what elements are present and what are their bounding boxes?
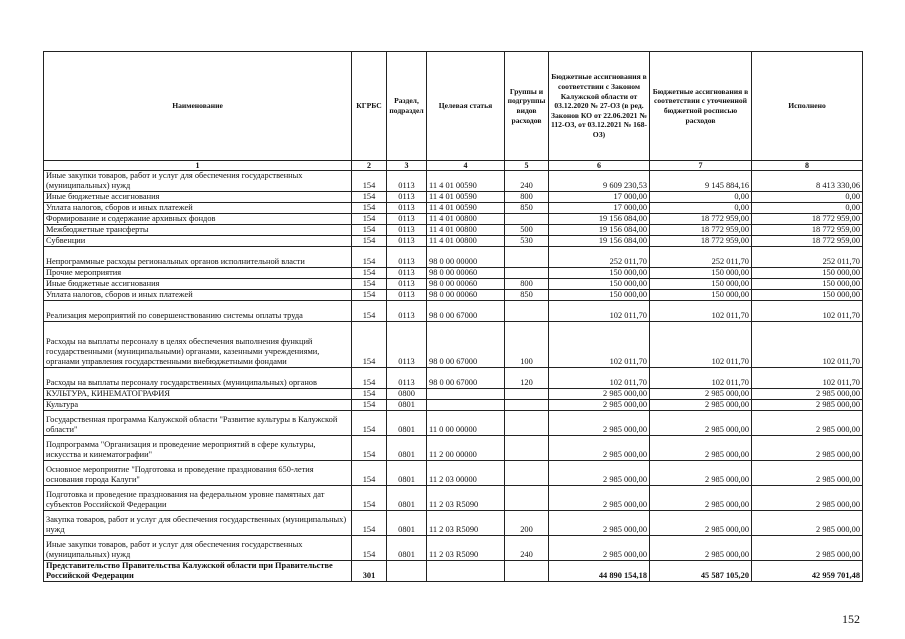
row-group: 800 (505, 279, 549, 290)
row-executed-amount: 150 000,00 (752, 290, 863, 301)
row-group: 850 (505, 290, 549, 301)
row-target: 11 4 01 00800 (427, 225, 505, 236)
row-group: 850 (505, 203, 549, 214)
row-group: 500 (505, 225, 549, 236)
table-row (44, 536, 863, 561)
header-section: Раздел, подраздел (387, 52, 427, 161)
row-group: 200 (505, 511, 549, 536)
row-executed-amount: 18 772 959,00 (752, 225, 863, 236)
row-refined-amount: 2 985 000,00 (650, 389, 752, 400)
row-refined-amount: 2 985 000,00 (650, 436, 752, 461)
row-kgrbs: 154 (352, 436, 387, 461)
row-refined-amount: 2 985 000,00 (650, 400, 752, 411)
row-law-amount: 2 985 000,00 (549, 389, 650, 400)
row-executed-amount: 2 985 000,00 (752, 389, 863, 400)
table-row (44, 486, 863, 511)
row-refined-amount: 252 011,70 (650, 247, 752, 268)
row-name: КУЛЬТУРА, КИНЕМАТОГРАФИЯ (44, 389, 352, 400)
row-target: 11 2 03 R5090 (427, 511, 505, 536)
column-number: 8 (752, 161, 863, 171)
table-row (44, 192, 863, 203)
row-refined-amount: 150 000,00 (650, 290, 752, 301)
header-law-assignments: Бюджетные ассигнования в соответствии с Законом Калужской области от 03.12.2020 № 27-ОЗ (в ред. Законов КО от 22.06.2021 № 112-ОЗ, от 03.12.2021 № 168-ОЗ) (549, 52, 650, 161)
row-name: Межбюджетные трансферты (44, 225, 352, 236)
row-refined-amount: 2 985 000,00 (650, 486, 752, 511)
row-refined-amount: 2 985 000,00 (650, 411, 752, 436)
row-section: 0801 (387, 536, 427, 561)
row-law-amount: 2 985 000,00 (549, 486, 650, 511)
row-refined-amount: 9 145 884,16 (650, 171, 752, 192)
row-kgrbs: 154 (352, 322, 387, 368)
row-name: Закупка товаров, работ и услуг для обеспечения государственных (муниципальных) нужд (44, 511, 352, 536)
row-executed-amount: 18 772 959,00 (752, 214, 863, 225)
row-refined-amount: 2 985 000,00 (650, 461, 752, 486)
row-law-amount: 102 011,70 (549, 322, 650, 368)
column-number: 3 (387, 161, 427, 171)
row-kgrbs: 154 (352, 171, 387, 192)
row-section: 0801 (387, 461, 427, 486)
row-group (505, 461, 549, 486)
row-group: 240 (505, 536, 549, 561)
row-executed-amount: 0,00 (752, 192, 863, 203)
row-kgrbs: 154 (352, 247, 387, 268)
row-target: 11 4 01 00590 (427, 203, 505, 214)
row-kgrbs: 154 (352, 368, 387, 389)
row-executed-amount: 252 011,70 (752, 247, 863, 268)
budget-table (43, 51, 863, 582)
row-target: 98 0 00 67000 (427, 301, 505, 322)
row-name: Прочие мероприятия (44, 268, 352, 279)
row-name: Иные бюджетные ассигнования (44, 192, 352, 203)
row-name: Подпрограмма "Организация и проведение мероприятий в сфере культуры, искусства и кинематографии" (44, 436, 352, 461)
row-executed-amount: 150 000,00 (752, 279, 863, 290)
row-section: 0113 (387, 268, 427, 279)
row-kgrbs: 154 (352, 411, 387, 436)
row-refined-amount: 0,00 (650, 192, 752, 203)
row-target: 98 0 00 67000 (427, 322, 505, 368)
table-row (44, 461, 863, 486)
row-refined-amount: 102 011,70 (650, 322, 752, 368)
row-kgrbs: 154 (352, 279, 387, 290)
row-section: 0113 (387, 368, 427, 389)
row-law-amount: 252 011,70 (549, 247, 650, 268)
row-target: 11 4 01 00800 (427, 214, 505, 225)
table-row (44, 411, 863, 436)
row-executed-amount: 18 772 959,00 (752, 236, 863, 247)
row-executed-amount: 0,00 (752, 203, 863, 214)
page-number: 152 (842, 612, 860, 626)
row-name: Формирование и содержание архивных фондов (44, 214, 352, 225)
row-executed-amount: 2 985 000,00 (752, 400, 863, 411)
row-law-amount: 17 000,00 (549, 192, 650, 203)
row-name: Уплата налогов, сборов и иных платежей (44, 290, 352, 301)
row-law-amount: 2 985 000,00 (549, 400, 650, 411)
row-law-amount: 2 985 000,00 (549, 536, 650, 561)
table-row (44, 322, 863, 368)
row-target: 98 0 00 00000 (427, 247, 505, 268)
table-row (44, 561, 863, 582)
row-executed-amount: 102 011,70 (752, 301, 863, 322)
table-row (44, 247, 863, 268)
row-group (505, 411, 549, 436)
row-section: 0801 (387, 400, 427, 411)
row-law-amount: 2 985 000,00 (549, 461, 650, 486)
row-target: 11 2 03 R5090 (427, 486, 505, 511)
table-row (44, 214, 863, 225)
row-kgrbs: 154 (352, 400, 387, 411)
row-refined-amount: 102 011,70 (650, 368, 752, 389)
row-law-amount: 19 156 084,00 (549, 225, 650, 236)
table-row (44, 511, 863, 536)
row-target: 98 0 00 00060 (427, 279, 505, 290)
row-target: 98 0 00 00060 (427, 290, 505, 301)
row-section: 0113 (387, 192, 427, 203)
row-section: 0113 (387, 322, 427, 368)
column-number: 6 (549, 161, 650, 171)
table-row (44, 225, 863, 236)
row-refined-amount: 45 587 105,20 (650, 561, 752, 582)
row-executed-amount: 2 985 000,00 (752, 436, 863, 461)
row-target: 11 0 00 00000 (427, 411, 505, 436)
table-row (44, 268, 863, 279)
row-law-amount: 150 000,00 (549, 279, 650, 290)
row-name: Расходы на выплаты персоналу государственных (муниципальных) органов (44, 368, 352, 389)
row-law-amount: 150 000,00 (549, 268, 650, 279)
header-target: Целевая статья (427, 52, 505, 161)
row-section: 0113 (387, 225, 427, 236)
row-section: 0113 (387, 290, 427, 301)
row-law-amount: 2 985 000,00 (549, 511, 650, 536)
row-refined-amount: 150 000,00 (650, 268, 752, 279)
row-name: Расходы на выплаты персоналу в целях обеспечения выполнения функций государственными (муниципальными) органами, казенными учреждениями, органами управления государственными внебюджетными фондами (44, 322, 352, 368)
row-target: 11 4 01 00590 (427, 171, 505, 192)
row-law-amount: 102 011,70 (549, 368, 650, 389)
row-law-amount: 2 985 000,00 (549, 411, 650, 436)
row-law-amount: 44 890 154,18 (549, 561, 650, 582)
row-name: Представительство Правительства Калужской области при Правительстве Российской Федерации (44, 561, 352, 582)
column-number: 5 (505, 161, 549, 171)
header-groups: Группы и подгруппы видов расходов (505, 52, 549, 161)
table-row (44, 290, 863, 301)
row-section: 0113 (387, 301, 427, 322)
row-group (505, 268, 549, 279)
row-name: Иные закупки товаров, работ и услуг для обеспечения государственных (муниципальных) нужд (44, 536, 352, 561)
row-group: 100 (505, 322, 549, 368)
row-section: 0800 (387, 389, 427, 400)
row-target: 11 2 03 R5090 (427, 536, 505, 561)
row-kgrbs: 154 (352, 536, 387, 561)
row-law-amount: 17 000,00 (549, 203, 650, 214)
table-row (44, 236, 863, 247)
row-law-amount: 9 609 230,53 (549, 171, 650, 192)
row-group (505, 486, 549, 511)
table-row (44, 301, 863, 322)
header-name: Наименование (44, 52, 352, 161)
row-target (427, 389, 505, 400)
row-law-amount: 150 000,00 (549, 290, 650, 301)
row-group (505, 247, 549, 268)
row-group (505, 389, 549, 400)
row-group (505, 400, 549, 411)
row-kgrbs: 154 (352, 268, 387, 279)
row-kgrbs: 154 (352, 225, 387, 236)
row-section: 0801 (387, 511, 427, 536)
row-kgrbs: 154 (352, 214, 387, 225)
header-kgrbs: КГРБС (352, 52, 387, 161)
row-refined-amount: 18 772 959,00 (650, 214, 752, 225)
row-name: Непрограммные расходы региональных органов исполнительной власти (44, 247, 352, 268)
row-executed-amount: 8 413 330,06 (752, 171, 863, 192)
row-refined-amount: 18 772 959,00 (650, 236, 752, 247)
row-kgrbs: 301 (352, 561, 387, 582)
row-group: 800 (505, 192, 549, 203)
row-name: Иные бюджетные ассигнования (44, 279, 352, 290)
row-target (427, 400, 505, 411)
row-target: 11 2 03 00000 (427, 461, 505, 486)
row-name: Уплата налогов, сборов и иных платежей (44, 203, 352, 214)
row-refined-amount: 18 772 959,00 (650, 225, 752, 236)
row-kgrbs: 154 (352, 203, 387, 214)
table-row (44, 368, 863, 389)
column-number: 7 (650, 161, 752, 171)
row-kgrbs: 154 (352, 461, 387, 486)
row-kgrbs: 154 (352, 192, 387, 203)
row-target: 11 4 01 00590 (427, 192, 505, 203)
row-section: 0801 (387, 411, 427, 436)
row-section: 0113 (387, 279, 427, 290)
row-section (387, 561, 427, 582)
row-refined-amount: 2 985 000,00 (650, 511, 752, 536)
row-executed-amount: 2 985 000,00 (752, 511, 863, 536)
row-executed-amount: 2 985 000,00 (752, 536, 863, 561)
row-refined-amount: 0,00 (650, 203, 752, 214)
row-law-amount: 102 011,70 (549, 301, 650, 322)
row-target: 11 2 00 00000 (427, 436, 505, 461)
row-name: Подготовка и проведение празднования на федеральном уровне памятных дат субъектов Российской Федерации (44, 486, 352, 511)
table-row (44, 400, 863, 411)
row-executed-amount: 2 985 000,00 (752, 486, 863, 511)
row-section: 0113 (387, 203, 427, 214)
row-section: 0801 (387, 436, 427, 461)
table-row (44, 389, 863, 400)
row-group: 120 (505, 368, 549, 389)
row-executed-amount: 150 000,00 (752, 268, 863, 279)
row-group (505, 436, 549, 461)
row-name: Реализация мероприятий по совершенствованию системы оплаты труда (44, 301, 352, 322)
row-section: 0113 (387, 171, 427, 192)
table-row (44, 203, 863, 214)
row-refined-amount: 150 000,00 (650, 279, 752, 290)
header-executed: Исполнено (752, 52, 863, 161)
row-executed-amount: 102 011,70 (752, 368, 863, 389)
row-group (505, 561, 549, 582)
row-kgrbs: 154 (352, 236, 387, 247)
row-target: 98 0 00 67000 (427, 368, 505, 389)
row-target (427, 561, 505, 582)
row-executed-amount: 42 959 701,48 (752, 561, 863, 582)
column-numbers-row (44, 161, 863, 171)
row-group: 530 (505, 236, 549, 247)
row-kgrbs: 154 (352, 301, 387, 322)
column-number: 1 (44, 161, 352, 171)
row-law-amount: 19 156 084,00 (549, 236, 650, 247)
row-refined-amount: 2 985 000,00 (650, 536, 752, 561)
row-group (505, 214, 549, 225)
row-law-amount: 19 156 084,00 (549, 214, 650, 225)
row-law-amount: 2 985 000,00 (549, 436, 650, 461)
row-kgrbs: 154 (352, 389, 387, 400)
row-name: Субвенции (44, 236, 352, 247)
table-row (44, 436, 863, 461)
table-row (44, 279, 863, 290)
row-group (505, 301, 549, 322)
row-executed-amount: 102 011,70 (752, 322, 863, 368)
column-number: 4 (427, 161, 505, 171)
row-refined-amount: 102 011,70 (650, 301, 752, 322)
row-name: Культура (44, 400, 352, 411)
row-executed-amount: 2 985 000,00 (752, 411, 863, 436)
table-row (44, 171, 863, 192)
row-kgrbs: 154 (352, 486, 387, 511)
row-executed-amount: 2 985 000,00 (752, 461, 863, 486)
row-kgrbs: 154 (352, 290, 387, 301)
row-name: Основное мероприятие "Подготовка и проведение празднования 650-летия основания города Калуги" (44, 461, 352, 486)
row-kgrbs: 154 (352, 511, 387, 536)
header-refined-assignments: Бюджетные ассигнования в соответствии с уточненной бюджетной росписью расходов (650, 52, 752, 161)
row-target: 11 4 01 00800 (427, 236, 505, 247)
column-number: 2 (352, 161, 387, 171)
row-name: Иные закупки товаров, работ и услуг для обеспечения государственных (муниципальных) нужд (44, 171, 352, 192)
row-section: 0113 (387, 247, 427, 268)
row-target: 98 0 00 00060 (427, 268, 505, 279)
row-section: 0113 (387, 214, 427, 225)
row-name: Государственная программа Калужской области "Развитие культуры в Калужской области" (44, 411, 352, 436)
row-group: 240 (505, 171, 549, 192)
row-section: 0113 (387, 236, 427, 247)
row-section: 0801 (387, 486, 427, 511)
